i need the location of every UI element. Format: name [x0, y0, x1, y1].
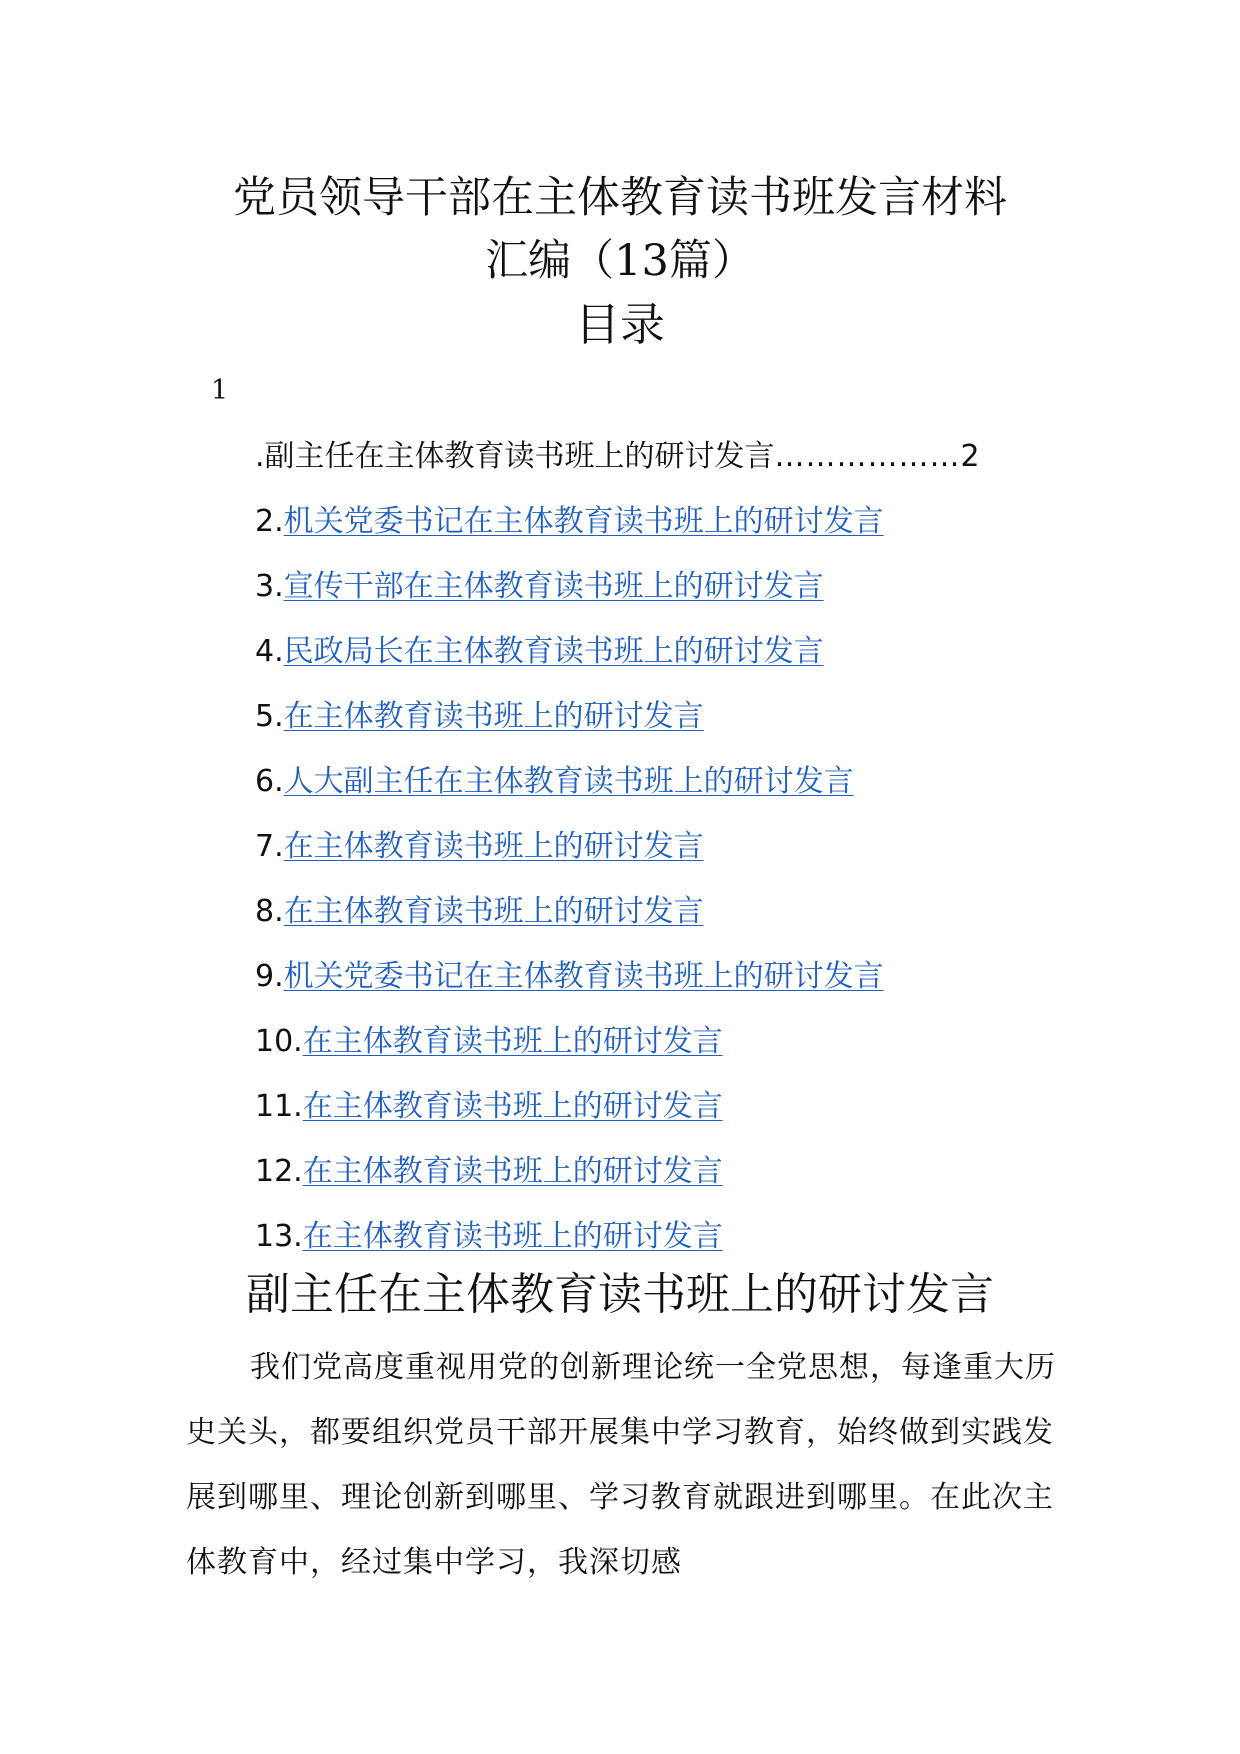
toc-leader-dots: ……………… [774, 439, 961, 474]
toc-link[interactable]: 在主体教育读书班上的研讨发言 [283, 894, 704, 929]
toc-link[interactable]: 机关党委书记在主体教育读书班上的研讨发言 [283, 959, 884, 994]
title-prefix: 汇编（ [485, 236, 615, 286]
toc-item-number: 9. [255, 959, 284, 994]
toc-heading: 目录 [574, 298, 665, 351]
toc-item-11 [255, 1079, 1055, 1144]
toc-link[interactable]: 在主体教育读书班上的研讨发言 [302, 1154, 723, 1189]
toc-item-number: 8. [255, 894, 284, 929]
toc-item-7 [255, 819, 1055, 884]
toc-link[interactable]: 在主体教育读书班上的研讨发言 [283, 699, 704, 734]
toc-link[interactable]: 在主体教育读书班上的研讨发言 [302, 1089, 723, 1124]
toc-item-10 [255, 1014, 1055, 1079]
document-title-line2 [0, 233, 1240, 289]
toc-link[interactable]: 人大副主任在主体教育读书班上的研讨发言 [283, 764, 854, 799]
toc-item-number: 10. [255, 1024, 303, 1059]
section-title: 副主任在主体教育读书班上的研讨发言 [246, 1269, 994, 1320]
toc-item-3 [255, 559, 1055, 624]
toc-link[interactable]: 在主体教育读书班上的研讨发言 [302, 1219, 723, 1254]
toc-item-number: 7. [255, 829, 284, 864]
toc-page-number: 2 [960, 439, 980, 474]
toc-item-4 [255, 624, 1055, 689]
toc-item-number: 13. [255, 1219, 303, 1254]
toc-link[interactable]: 宣传干部在主体教育读书班上的研讨发言 [283, 569, 824, 604]
toc-item-label: .副主任在主体教育读书班上的研讨发言 [255, 439, 775, 474]
toc-link[interactable]: 民政局长在主体教育读书班上的研讨发言 [283, 634, 824, 669]
toc-item-5 [255, 689, 1055, 754]
toc-link[interactable]: 在主体教育读书班上的研讨发言 [283, 829, 704, 864]
toc-item-number: 4. [255, 634, 284, 669]
toc-item-number: 5. [255, 699, 284, 734]
toc-item-8 [255, 884, 1055, 949]
stray-number: 1 [211, 375, 229, 406]
body-paragraph: 我们党高度重视用党的创新理论统一全党思想，每逢重大历史关头，都要组织党员干部开展集中学习教育，始终做到实践发展到哪里、理论创新到哪里、学习教育就跟进到哪里。在此次主体教育中，经过集中学习，我深切感 [186, 1350, 1056, 1580]
toc-link[interactable]: 在主体教育读书班上的研讨发言 [302, 1024, 723, 1059]
toc-item-9 [255, 949, 1055, 1014]
toc-link[interactable]: 机关党委书记在主体教育读书班上的研讨发言 [283, 504, 884, 539]
toc-item-number: 2. [255, 504, 284, 539]
toc-item-number: 11. [255, 1089, 303, 1124]
toc-item-number: 6. [255, 764, 284, 799]
title-count: 13 [614, 236, 669, 286]
toc-item-1[interactable] [255, 429, 1055, 494]
title-suffix: 篇） [668, 236, 755, 286]
table-of-contents [255, 429, 1055, 1274]
toc-item-2 [255, 494, 1055, 559]
toc-item-6 [255, 754, 1055, 819]
document-title-line1: 党员领导干部在主体教育读书班发言材料 [233, 173, 1007, 223]
toc-item-number: 12. [255, 1154, 303, 1189]
toc-item-12 [255, 1144, 1055, 1209]
toc-item-number: 3. [255, 569, 284, 604]
